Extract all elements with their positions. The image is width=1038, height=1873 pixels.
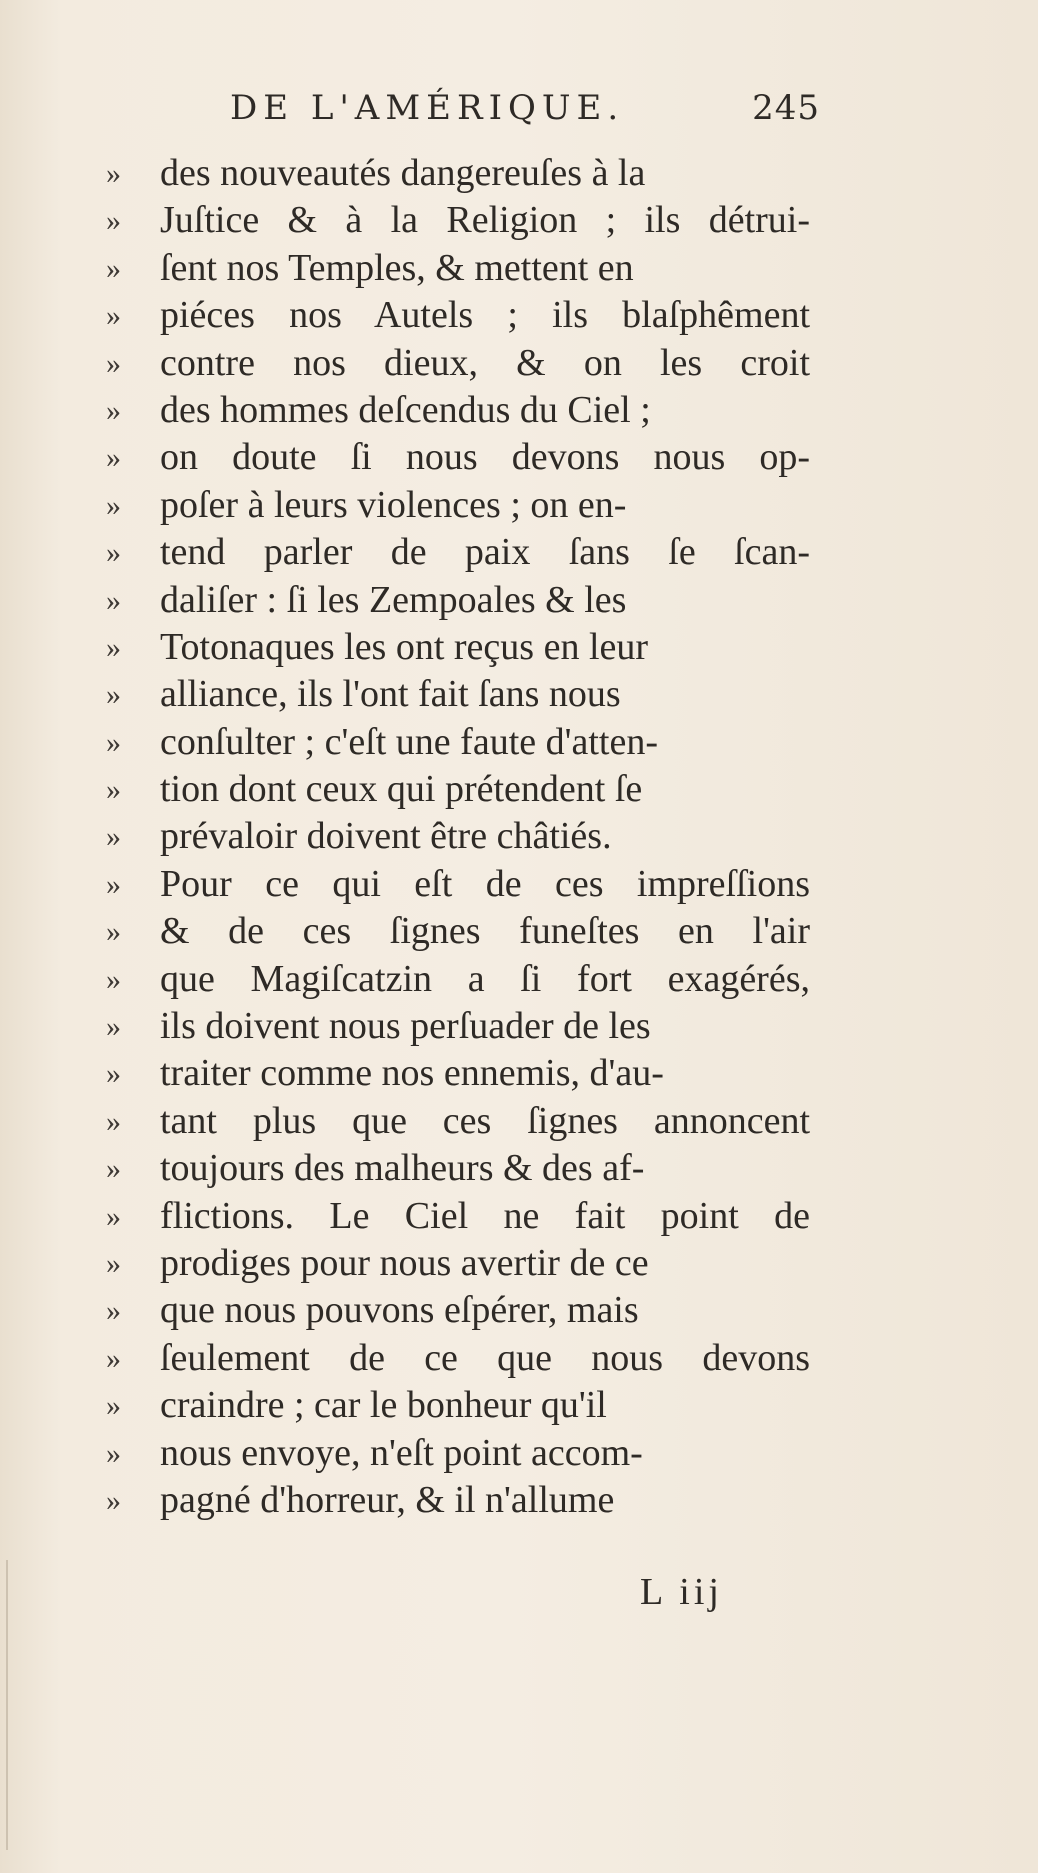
quote-mark: » <box>106 251 121 285</box>
quote-mark: » <box>106 393 121 427</box>
line-text: on doute ſi nous devons nous op- <box>160 436 810 479</box>
text-line <box>106 482 810 529</box>
line-text: poſer à leurs violences ; on en- <box>160 483 627 526</box>
text-line <box>106 197 810 244</box>
text-line <box>106 956 810 1003</box>
line-text: contre nos dieux, & on les croit <box>160 341 810 384</box>
quote-mark: » <box>106 1057 121 1091</box>
text-line <box>106 813 810 860</box>
text-line <box>106 908 810 955</box>
line-text: des nouveautés dangereuſes à la <box>160 152 646 194</box>
line-text: ſeulement de ce que nous devons <box>160 1336 810 1379</box>
text-line <box>106 1382 810 1429</box>
quote-mark: » <box>106 1389 121 1423</box>
quote-mark: » <box>106 630 121 664</box>
quote-mark: » <box>106 583 121 617</box>
line-text: que Magiſcatzin a ſi fort exagérés, <box>160 957 810 1000</box>
text-line <box>106 861 810 908</box>
text-line <box>106 1430 810 1477</box>
line-text: des hommes deſcendus du Ciel ; <box>160 388 651 431</box>
page-header <box>230 88 820 140</box>
text-line <box>106 1335 810 1382</box>
quote-mark: » <box>106 820 121 854</box>
line-text: alliance, ils l'ont fait ſans nous <box>160 673 621 716</box>
text-line <box>106 1193 810 1240</box>
quote-mark: » <box>106 1152 121 1186</box>
text-line <box>106 292 810 339</box>
line-text: & de ces ſignes funeſtes en l'air <box>160 910 810 953</box>
text-line <box>106 245 810 292</box>
line-text: pagné d'horreur, & il n'allume <box>160 1478 615 1521</box>
line-text: flictions. Le Ciel ne fait point de <box>160 1194 810 1237</box>
text-line <box>106 529 810 576</box>
text-line <box>106 434 810 481</box>
line-text: nous envoye, n'eſt point accom- <box>160 1431 643 1474</box>
line-text: tant plus que ces ſignes annoncent <box>160 1099 810 1142</box>
quote-mark: » <box>106 1199 121 1233</box>
quote-mark: » <box>106 1246 121 1280</box>
text-line <box>106 624 810 671</box>
quote-mark: » <box>106 346 121 380</box>
text-line <box>106 1477 810 1524</box>
text-line <box>106 766 810 813</box>
line-text: Juſtice & à la Religion ; ils détrui- <box>160 199 810 242</box>
quote-mark: » <box>106 536 121 570</box>
text-line <box>106 719 810 766</box>
quote-mark: » <box>106 915 121 949</box>
quote-mark: » <box>106 962 121 996</box>
quote-mark: » <box>106 1436 121 1470</box>
text-line <box>106 1050 810 1097</box>
line-text: tend parler de paix ſans ſe ſcan- <box>160 531 810 574</box>
quote-mark: » <box>106 488 121 522</box>
line-text: ſent nos Temples, & mettent en <box>160 246 634 289</box>
quote-mark: » <box>106 725 121 759</box>
line-text: conſulter ; c'eſt une faute d'atten- <box>160 720 658 763</box>
line-text: tion dont ceux qui prétendent ſe <box>160 768 643 811</box>
quote-mark: » <box>106 867 121 901</box>
line-text: piéces nos Autels ; ils blaſphêment <box>160 294 810 337</box>
line-text: daliſer : ſi les Zempoales & les <box>160 578 627 621</box>
line-text: prodiges pour nous avertir de ce <box>160 1241 649 1284</box>
text-line <box>106 1098 810 1145</box>
quote-mark: » <box>106 299 121 333</box>
line-text: traiter comme nos ennemis, d'au- <box>160 1052 664 1095</box>
quote-mark: » <box>106 1294 121 1328</box>
line-text: que nous pouvons eſpérer, mais <box>160 1289 639 1332</box>
body-text <box>106 150 810 1524</box>
text-line <box>106 577 810 624</box>
text-line <box>106 387 810 434</box>
quote-mark: » <box>106 1483 121 1517</box>
page-edge-shadow <box>6 1560 8 1850</box>
running-title: DE L'AMÉRIQUE. <box>230 88 625 128</box>
text-line <box>106 1240 810 1287</box>
text-line <box>106 1287 810 1334</box>
text-line <box>106 671 810 718</box>
line-text: prévaloir doivent être châtiés. <box>160 815 612 858</box>
line-text: Totonaques les ont reçus en leur <box>160 625 649 668</box>
text-line <box>106 340 810 387</box>
line-text: Pour ce qui eſt de ces impreſſions <box>160 862 810 905</box>
quote-mark: » <box>106 157 121 190</box>
line-text: ils doivent nous perſuader de les <box>160 1005 651 1048</box>
page-number: 245 <box>752 88 820 128</box>
quote-mark: » <box>106 204 121 238</box>
text-line <box>106 1003 810 1050</box>
signature-mark: L iij <box>640 1571 723 1613</box>
quote-mark: » <box>106 1010 121 1044</box>
quote-mark: » <box>106 678 121 712</box>
quote-mark: » <box>106 773 121 807</box>
text-line <box>106 150 810 197</box>
quote-mark: » <box>106 441 121 475</box>
quote-mark: » <box>106 1104 121 1138</box>
text-line <box>106 1145 810 1192</box>
quote-mark: » <box>106 1341 121 1375</box>
line-text: craindre ; car le bonheur qu'il <box>160 1384 607 1427</box>
line-text: toujours des malheurs & des af- <box>160 1147 645 1190</box>
